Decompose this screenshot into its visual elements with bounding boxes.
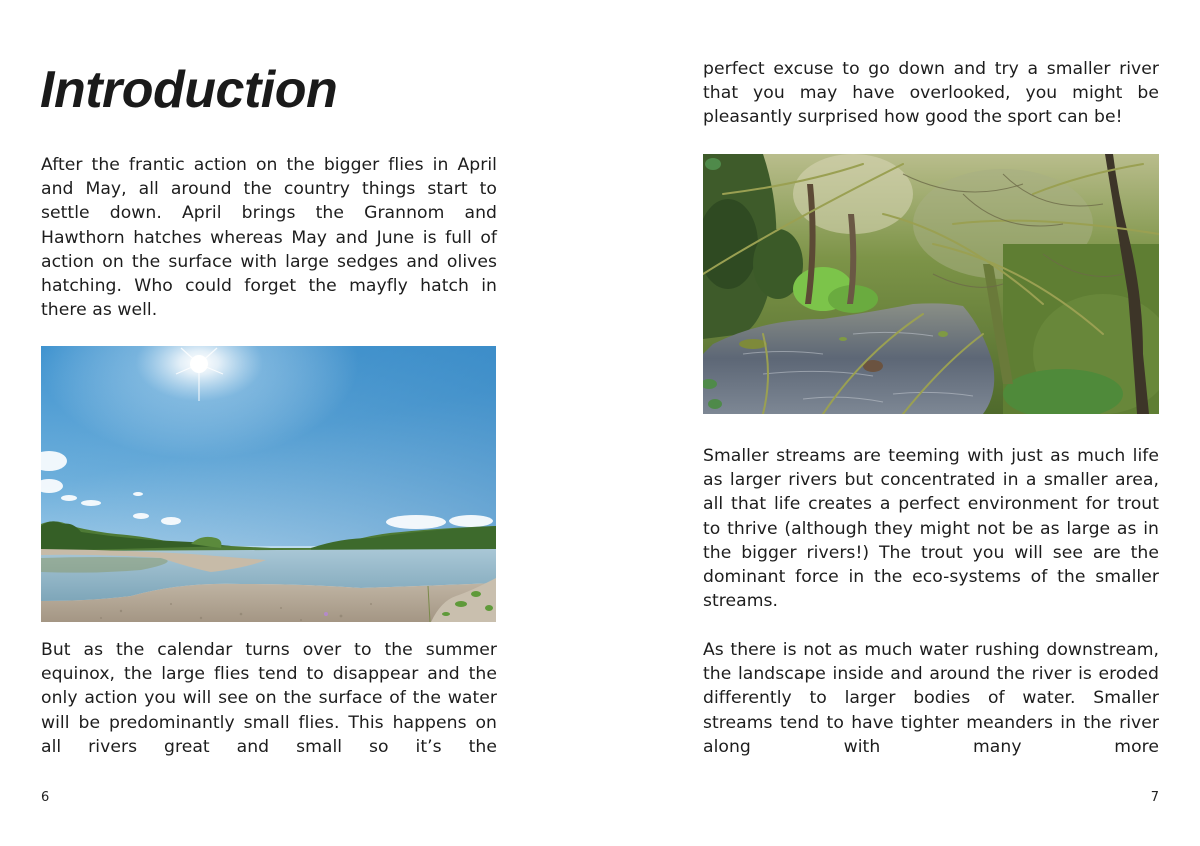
summer-paragraph: But as the calendar turns over to the summer equinox, the large flies tend to disappear and the only action you will see on the surface of the water will be predominantly small flies. This happens on all rivers great and small so it’s the xyxy=(41,640,497,757)
right-page xyxy=(600,0,1200,846)
page-number-right: 7 xyxy=(1150,790,1159,805)
woodland-stream-illustration xyxy=(703,154,1159,414)
erosion-paragraph: As there is not as much water rushing downstream, the landscape inside and around the river is eroded differently to larger bodies of water. Smaller streams tend to have tighter meanders in the river along with many more xyxy=(703,640,1159,757)
intro-paragraph: After the frantic action on the bigger flies in April and May, all around the country things start to settle down. April brings the Grannom and Hawthorn hatches whereas May and June is full of action on the surface with large sedges and olives hatching. Who could forget the mayfly hatch in there as well. xyxy=(41,155,497,321)
page-number-left: 6 xyxy=(41,790,50,805)
stream-photo xyxy=(703,154,1159,414)
river-landscape-illustration xyxy=(41,346,496,622)
river-photo xyxy=(41,346,496,622)
continued-paragraph: perfect excuse to go down and try a smaller river that you may have overlooked, you might be pleasantly surprised how good the sport can be! xyxy=(703,59,1159,128)
smaller-streams-paragraph: Smaller streams are teeming with just as much life as larger rivers but concentrated in a smaller area, all that life creates a perfect environment for trout to thrive (although they might not be as large as in the bigger rivers!) The trout you will see are the dominant force in the eco-systems of the smaller streams. xyxy=(703,446,1159,612)
page-heading: Introduction xyxy=(40,61,338,119)
